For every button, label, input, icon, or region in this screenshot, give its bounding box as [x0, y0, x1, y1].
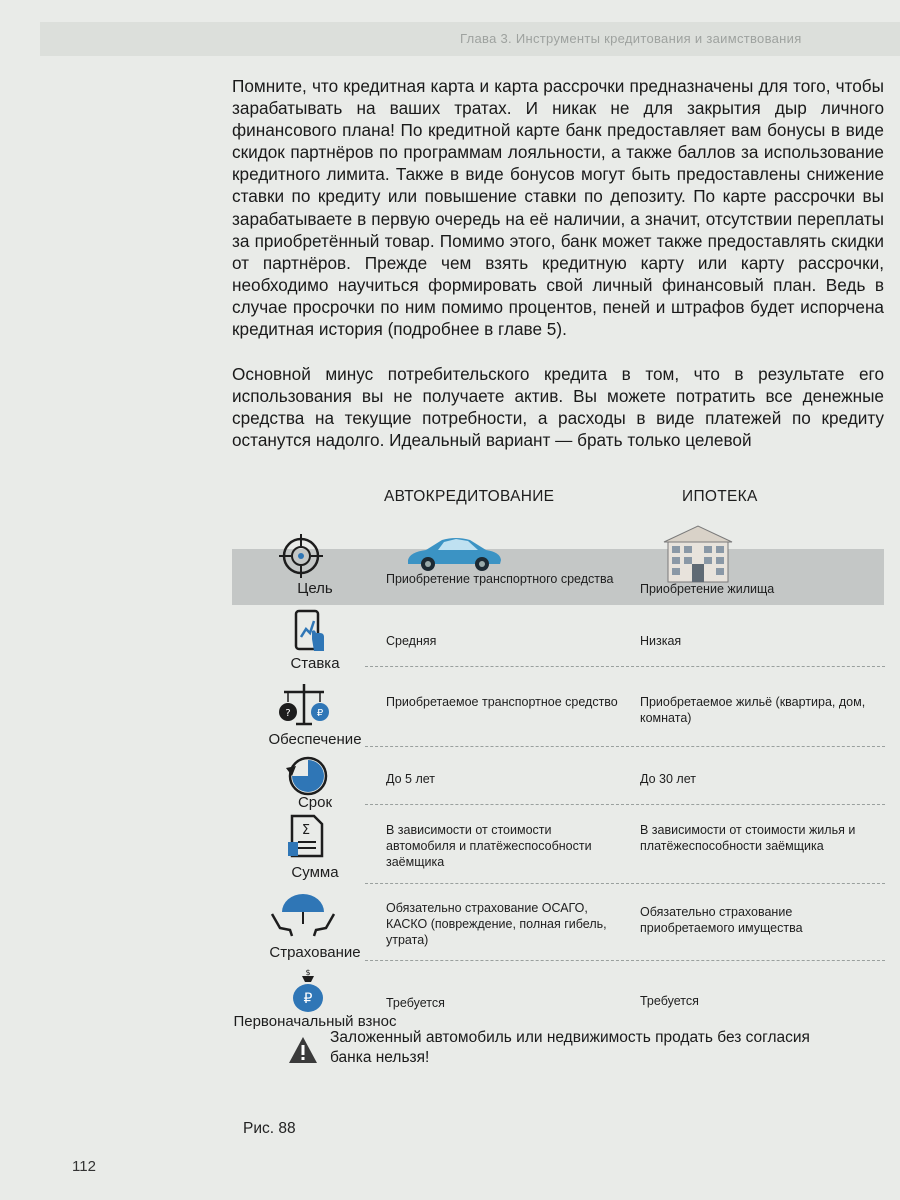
- document-sum-icon: [284, 812, 332, 860]
- cell-rate-mortgage: Низкая: [640, 634, 682, 648]
- warning-icon: [288, 1036, 318, 1064]
- row-label-amount: Сумма: [291, 864, 339, 881]
- paragraph-consumer-credit: Основной минус потребительского кредита в том, что в результате его использования вы не получаете актив. Вы можете потратить все денежные средства на текущие потребности, а расходы в виде платежей по кредиту останутся надолго. Идеальный вариант — брать только целевой: [232, 364, 884, 451]
- warning-text: Заложенный автомобиль или недвижимость продать без согласия банка нельзя!: [330, 1029, 810, 1066]
- cell-rate-auto: Средняя: [386, 634, 437, 648]
- row-label-collateral: Обеспечение: [268, 731, 362, 748]
- row-label-goal: Цель: [297, 580, 333, 597]
- svg-text:₽: ₽: [316, 708, 324, 719]
- svg-text:$: $: [305, 968, 311, 977]
- cell-collateral-auto: Приобретаемое транспортное средство: [386, 695, 618, 709]
- row-divider: [365, 960, 885, 961]
- umbrella-hands-icon: [270, 890, 336, 938]
- clock-icon: [282, 752, 330, 800]
- svg-text:₽: ₽: [303, 991, 313, 1007]
- row-label-insurance: Страхование: [269, 944, 361, 961]
- column-header-auto-loan: АВТОКРЕДИТОВАНИЕ: [384, 488, 555, 505]
- running-header: Глава 3. Инструменты кредитования и заимствования: [40, 22, 900, 56]
- car-icon: [404, 530, 504, 574]
- cell-insurance-auto: Обязательно страхование ОСАГО, КАСКО (повреждение, полная гибель, утрата): [386, 901, 607, 947]
- cell-goal-mortgage: Приобретение жилища: [640, 582, 775, 596]
- cell-term-mortgage: До 30 лет: [640, 772, 696, 786]
- cell-goal-auto: Приобретение транспортного средства: [386, 572, 614, 586]
- figure-caption: Рис. 88: [243, 1120, 296, 1137]
- target-icon: [277, 532, 325, 580]
- cell-collateral-mortgage: Приобретаемое жильё (квартира, дом, комната): [640, 695, 866, 725]
- row-divider: [365, 883, 885, 884]
- cell-amount-auto: В зависимости от стоимости автомобиля и платёжеспособности заёмщика: [386, 823, 592, 869]
- row-divider: [365, 804, 885, 805]
- cell-down-payment-mortgage: Требуется: [640, 994, 699, 1008]
- row-divider: [365, 746, 885, 747]
- column-header-mortgage: ИПОТЕКА: [682, 488, 758, 505]
- svg-text:?: ?: [285, 708, 291, 719]
- money-bag-icon: [284, 966, 332, 1014]
- apartment-building-icon: [660, 524, 736, 584]
- scales-icon: [274, 680, 334, 728]
- cell-down-payment-auto: Требуется: [386, 996, 445, 1010]
- cell-amount-mortgage: В зависимости от стоимости жилья и платёжеспособности заёмщика: [640, 823, 856, 853]
- svg-text:Σ: Σ: [301, 823, 311, 838]
- phone-tap-icon: [286, 607, 334, 655]
- cell-insurance-mortgage: Обязательно страхование приобретаемого имущества: [640, 905, 803, 935]
- cell-term-auto: До 5 лет: [386, 772, 436, 786]
- page-number: 112: [72, 1158, 96, 1175]
- row-divider: [365, 666, 885, 667]
- row-label-rate: Ставка: [290, 655, 340, 672]
- row-label-down-payment: Первоначальный взнос: [233, 1013, 397, 1030]
- paragraph-credit-cards: Помните, что кредитная карта и карта рассрочки предназначены для того, чтобы зарабатывать на ваших тратах. И никак не для закрытия дыр личного финансового плана! По кредитной карте банк предоставляет вам бонусы в виде скидок партнёров по программам лояльности, а также баллов за использование кредитного лимита. Также в виде бонусов могут быть предоставлены снижение ставки по кредиту или повышение ставки по депозиту. По карте рассрочки вы зарабатываете в первую очередь на её наличии, а значит, отсутствии переплаты за приобретённый товар. Помимо этого, банк может также предоставлять скидки от партнёров. Прежде чем взять кредитную карту или карту рассрочки, необходимо научиться формировать свой личный финансовый план. Ведь в случае просрочки по ним помимо процентов, пеней и штрафов будет испорчена кредитная история (подробнее в главе 5).: [232, 76, 884, 340]
- row-label-term: Срок: [297, 794, 333, 811]
